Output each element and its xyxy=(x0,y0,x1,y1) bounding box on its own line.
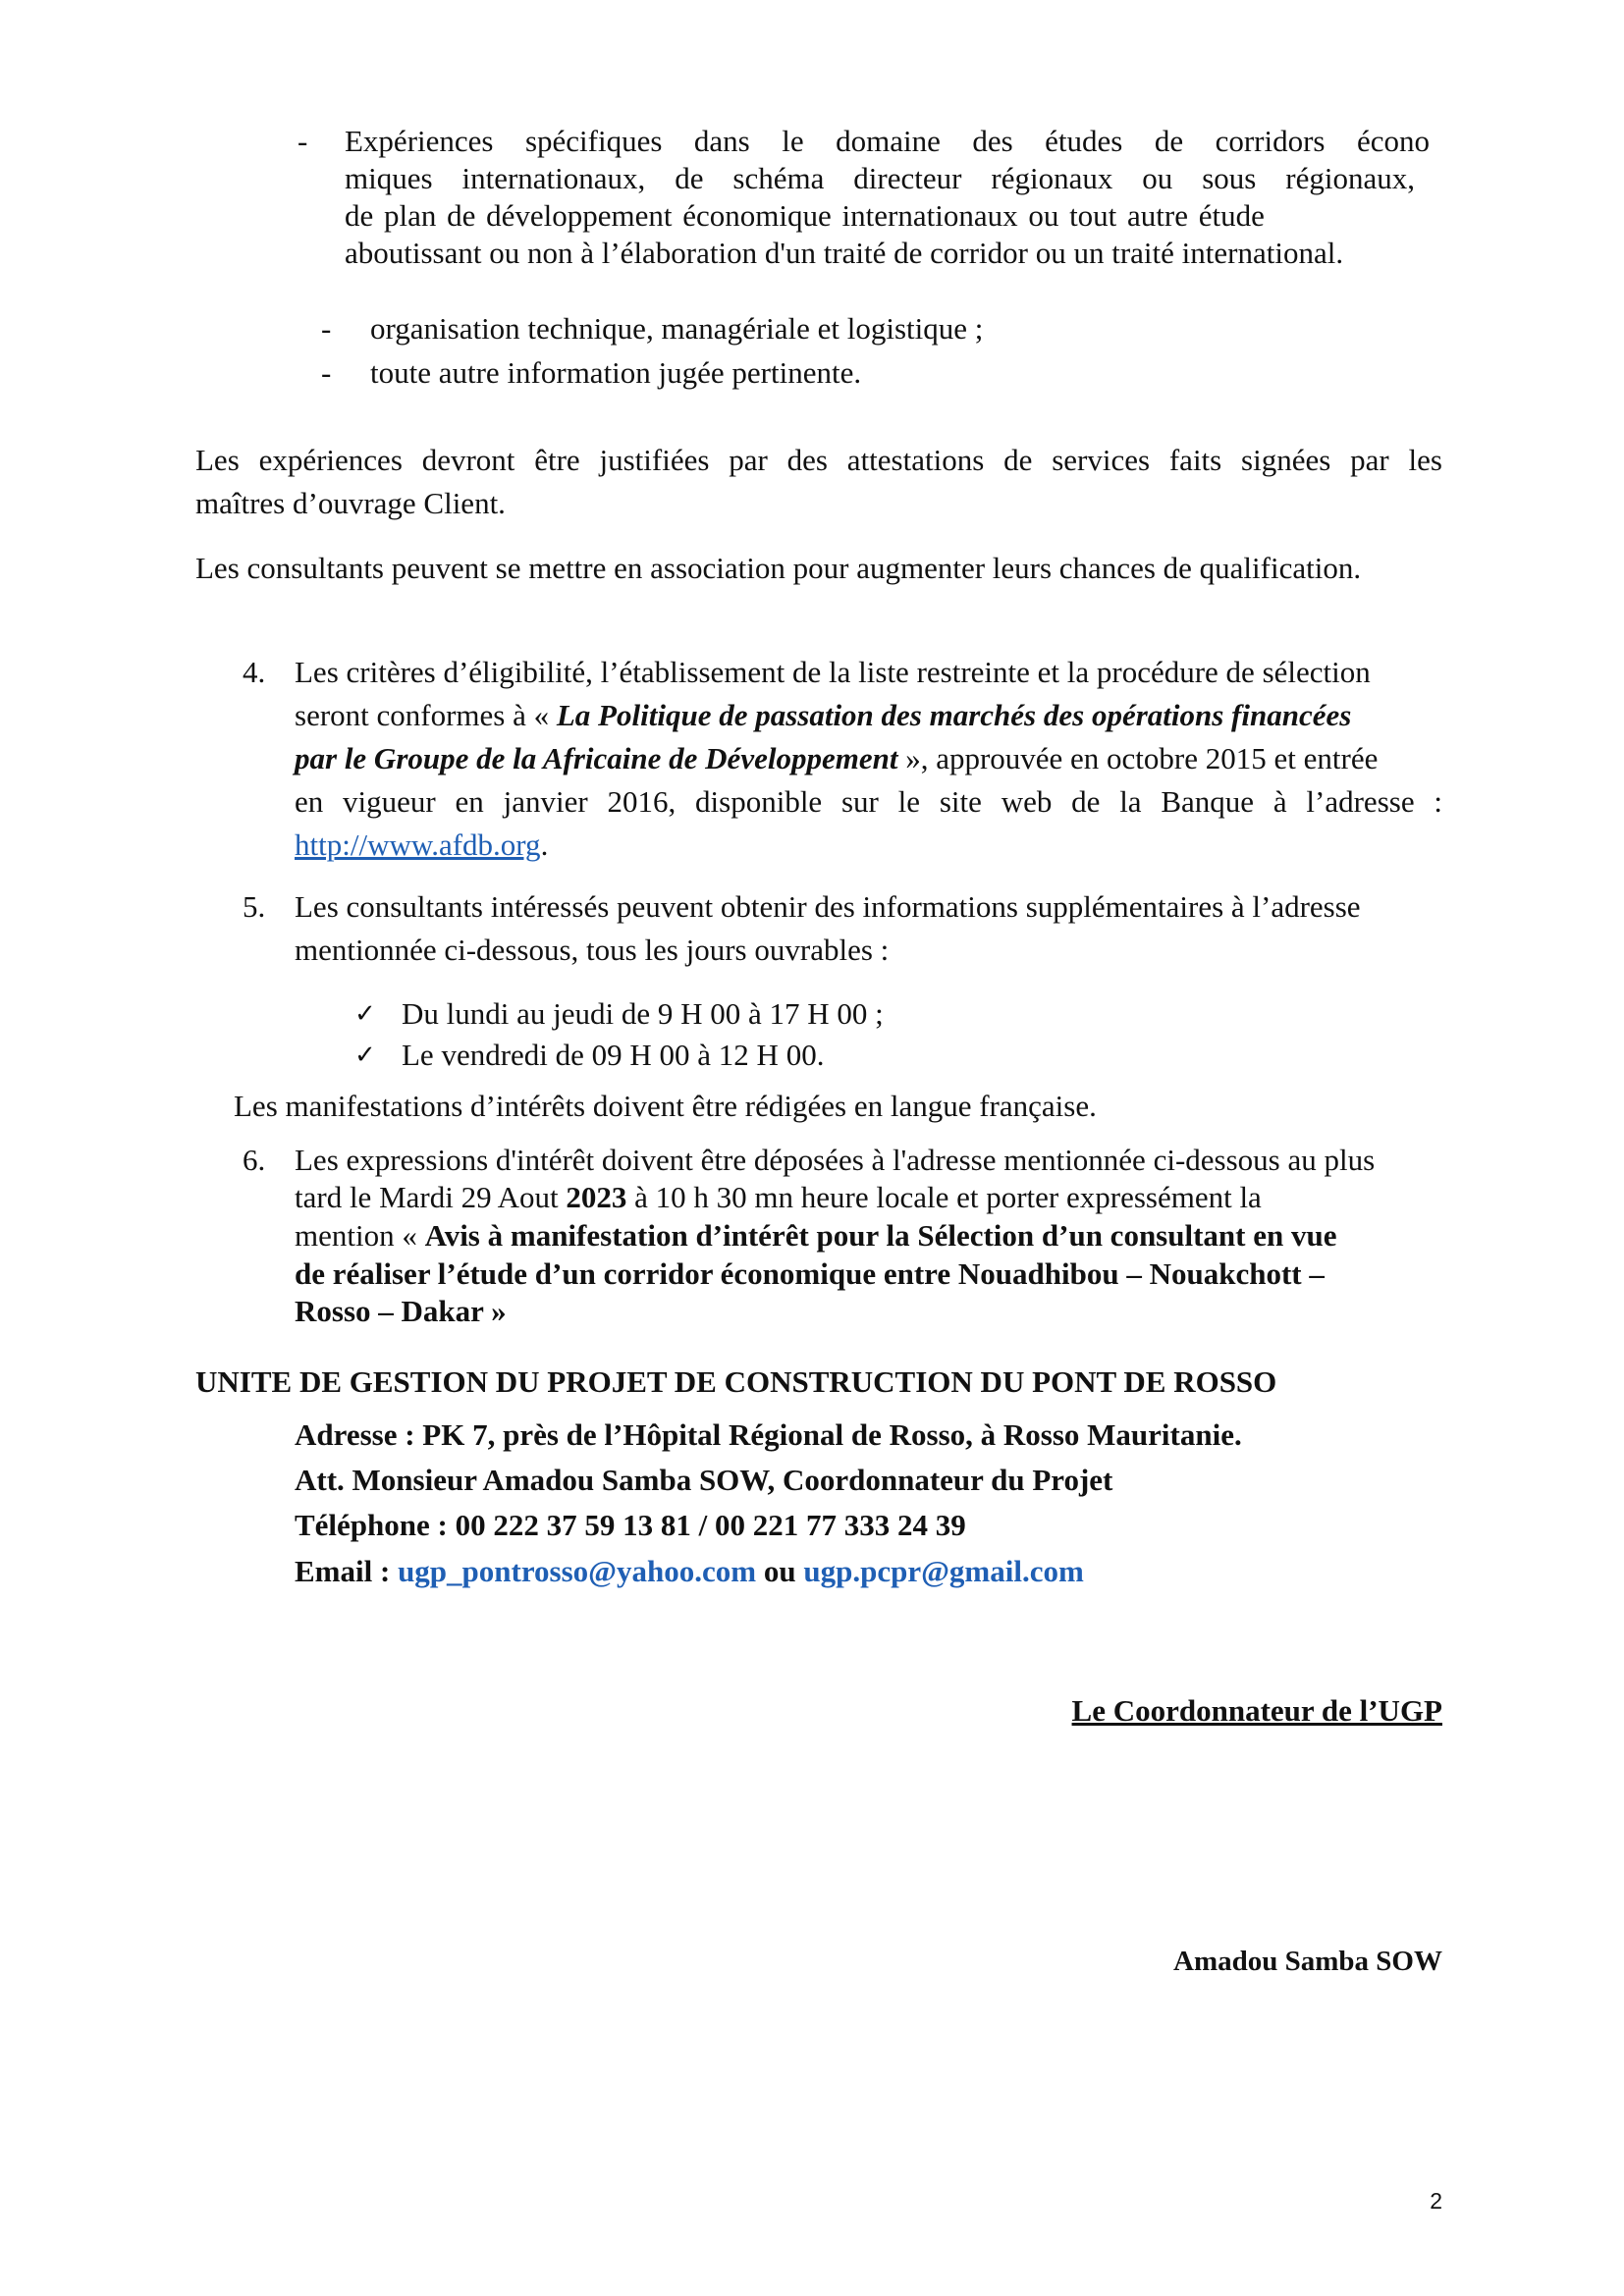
email-link-yahoo[interactable]: ugp_pontrosso@yahoo.com xyxy=(398,1554,757,1588)
schedule-friday: Le vendredi de 09 H 00 à 12 H 00. xyxy=(402,1038,825,1072)
item-6-line-4: de réaliser l’étude d’un corridor économique entre Nouadhibou – Nouakchott – xyxy=(295,1256,1325,1291)
item-6-number: 6. xyxy=(243,1143,266,1177)
item-5-line-2: mentionnée ci-dessous, tous les jours ouvrables : xyxy=(295,933,890,967)
item-4-line-1: Les critères d’éligibilité, l’établissement de la liste restreinte et la procédure de sélection xyxy=(295,655,1371,689)
page-number: 2 xyxy=(1430,2188,1442,2214)
deadline-year: 2023 xyxy=(566,1180,627,1214)
language-paragraph: Les manifestations d’intérêts doivent être rédigées en langue française. xyxy=(234,1089,1097,1123)
afdb-website-link[interactable]: http://www.afdb.org xyxy=(295,828,541,862)
checkmark-icon: ✓ xyxy=(354,999,376,1029)
afdb-policy-title: La Politique de passation des marchés des opérations financées xyxy=(556,698,1352,732)
signature-title: Le Coordonnateur de l’UGP xyxy=(1071,1693,1442,1728)
dash-bullet: - xyxy=(321,311,332,346)
contact-attention: Att. Monsieur Amadou Samba SOW, Coordonnateur du Projet xyxy=(295,1463,1113,1497)
experience-line-2: miques internationaux, de schéma directeur régionaux ou sous régionaux, xyxy=(345,161,1415,195)
item-6-line-5: Rosso – Dakar » xyxy=(295,1294,507,1328)
item-4-line-5: http://www.afdb.org. xyxy=(295,828,549,862)
signature-name: Amadou Samba SOW xyxy=(1173,1946,1442,1977)
dash-bullet: - xyxy=(298,124,308,158)
dash-item-organisation: organisation technique, managériale et logistique ; xyxy=(370,311,984,346)
experience-line-1: Expériences spécifiques dans le domaine des études de corridors écono xyxy=(345,124,1430,158)
item-6-line-3: mention « Avis à manifestation d’intérêt pour la Sélection d’un consultant en vue xyxy=(295,1218,1337,1253)
contact-email: Email : ugp_pontrosso@yahoo.com ou ugp.pcpr@gmail.com xyxy=(295,1554,1084,1588)
contact-phone: Téléphone : 00 222 37 59 13 81 / 00 221 77 333 24 39 xyxy=(295,1508,966,1542)
contact-address: Adresse : PK 7, près de l’Hôpital Régional de Rosso, à Rosso Mauritanie. xyxy=(295,1417,1242,1452)
afdb-policy-title-cont: par le Groupe de la Africaine de Développement xyxy=(295,741,898,775)
schedule-weekdays: Du lundi au jeudi de 9 H 00 à 17 H 00 ; xyxy=(402,996,884,1031)
experience-line-3: de plan de développement économique internationaux ou tout autre étude xyxy=(345,198,1265,233)
email-link-gmail[interactable]: ugp.pcpr@gmail.com xyxy=(803,1554,1084,1588)
item-4-line-2: seront conformes à « La Politique de passation des marchés des opérations financées xyxy=(295,698,1352,732)
experiences-paragraph-line-1: Les expériences devront être justifiées par des attestations de services faits signées par les xyxy=(195,443,1442,477)
experiences-paragraph-line-2: maîtres d’ouvrage Client. xyxy=(195,486,506,520)
item-4-line-4: en vigueur en janvier 2016, disponible sur le site web de la Banque à l’adresse : xyxy=(295,784,1442,819)
experience-line-4: aboutissant ou non à l’élaboration d'un traité de corridor ou un traité international. xyxy=(345,236,1344,270)
dash-item-other-info: toute autre information jugée pertinente. xyxy=(370,355,862,390)
item-6-line-1: Les expressions d'intérêt doivent être déposées à l'adresse mentionnée ci-dessous au plus xyxy=(295,1143,1376,1177)
unit-heading: UNITE DE GESTION DU PROJET DE CONSTRUCTION DU PONT DE ROSSO xyxy=(195,1364,1277,1399)
dash-bullet: - xyxy=(321,355,332,390)
item-4-line-3: par le Groupe de la Africaine de Développement », approuvée en octobre 2015 et entrée xyxy=(295,741,1379,775)
checkmark-icon: ✓ xyxy=(354,1041,376,1070)
association-paragraph: Les consultants peuvent se mettre en association pour augmenter leurs chances de qualification. xyxy=(195,551,1362,585)
item-5-number: 5. xyxy=(243,889,266,924)
item-4-number: 4. xyxy=(243,655,266,689)
item-6-line-2: tard le Mardi 29 Aout 2023 à 10 h 30 mn heure locale et porter expressément la xyxy=(295,1180,1262,1214)
item-5-line-1: Les consultants intéressés peuvent obtenir des informations supplémentaires à l’adresse xyxy=(295,889,1361,924)
mention-title: Avis à manifestation d’intérêt pour la Sélection d’un consultant en vue xyxy=(424,1218,1337,1253)
